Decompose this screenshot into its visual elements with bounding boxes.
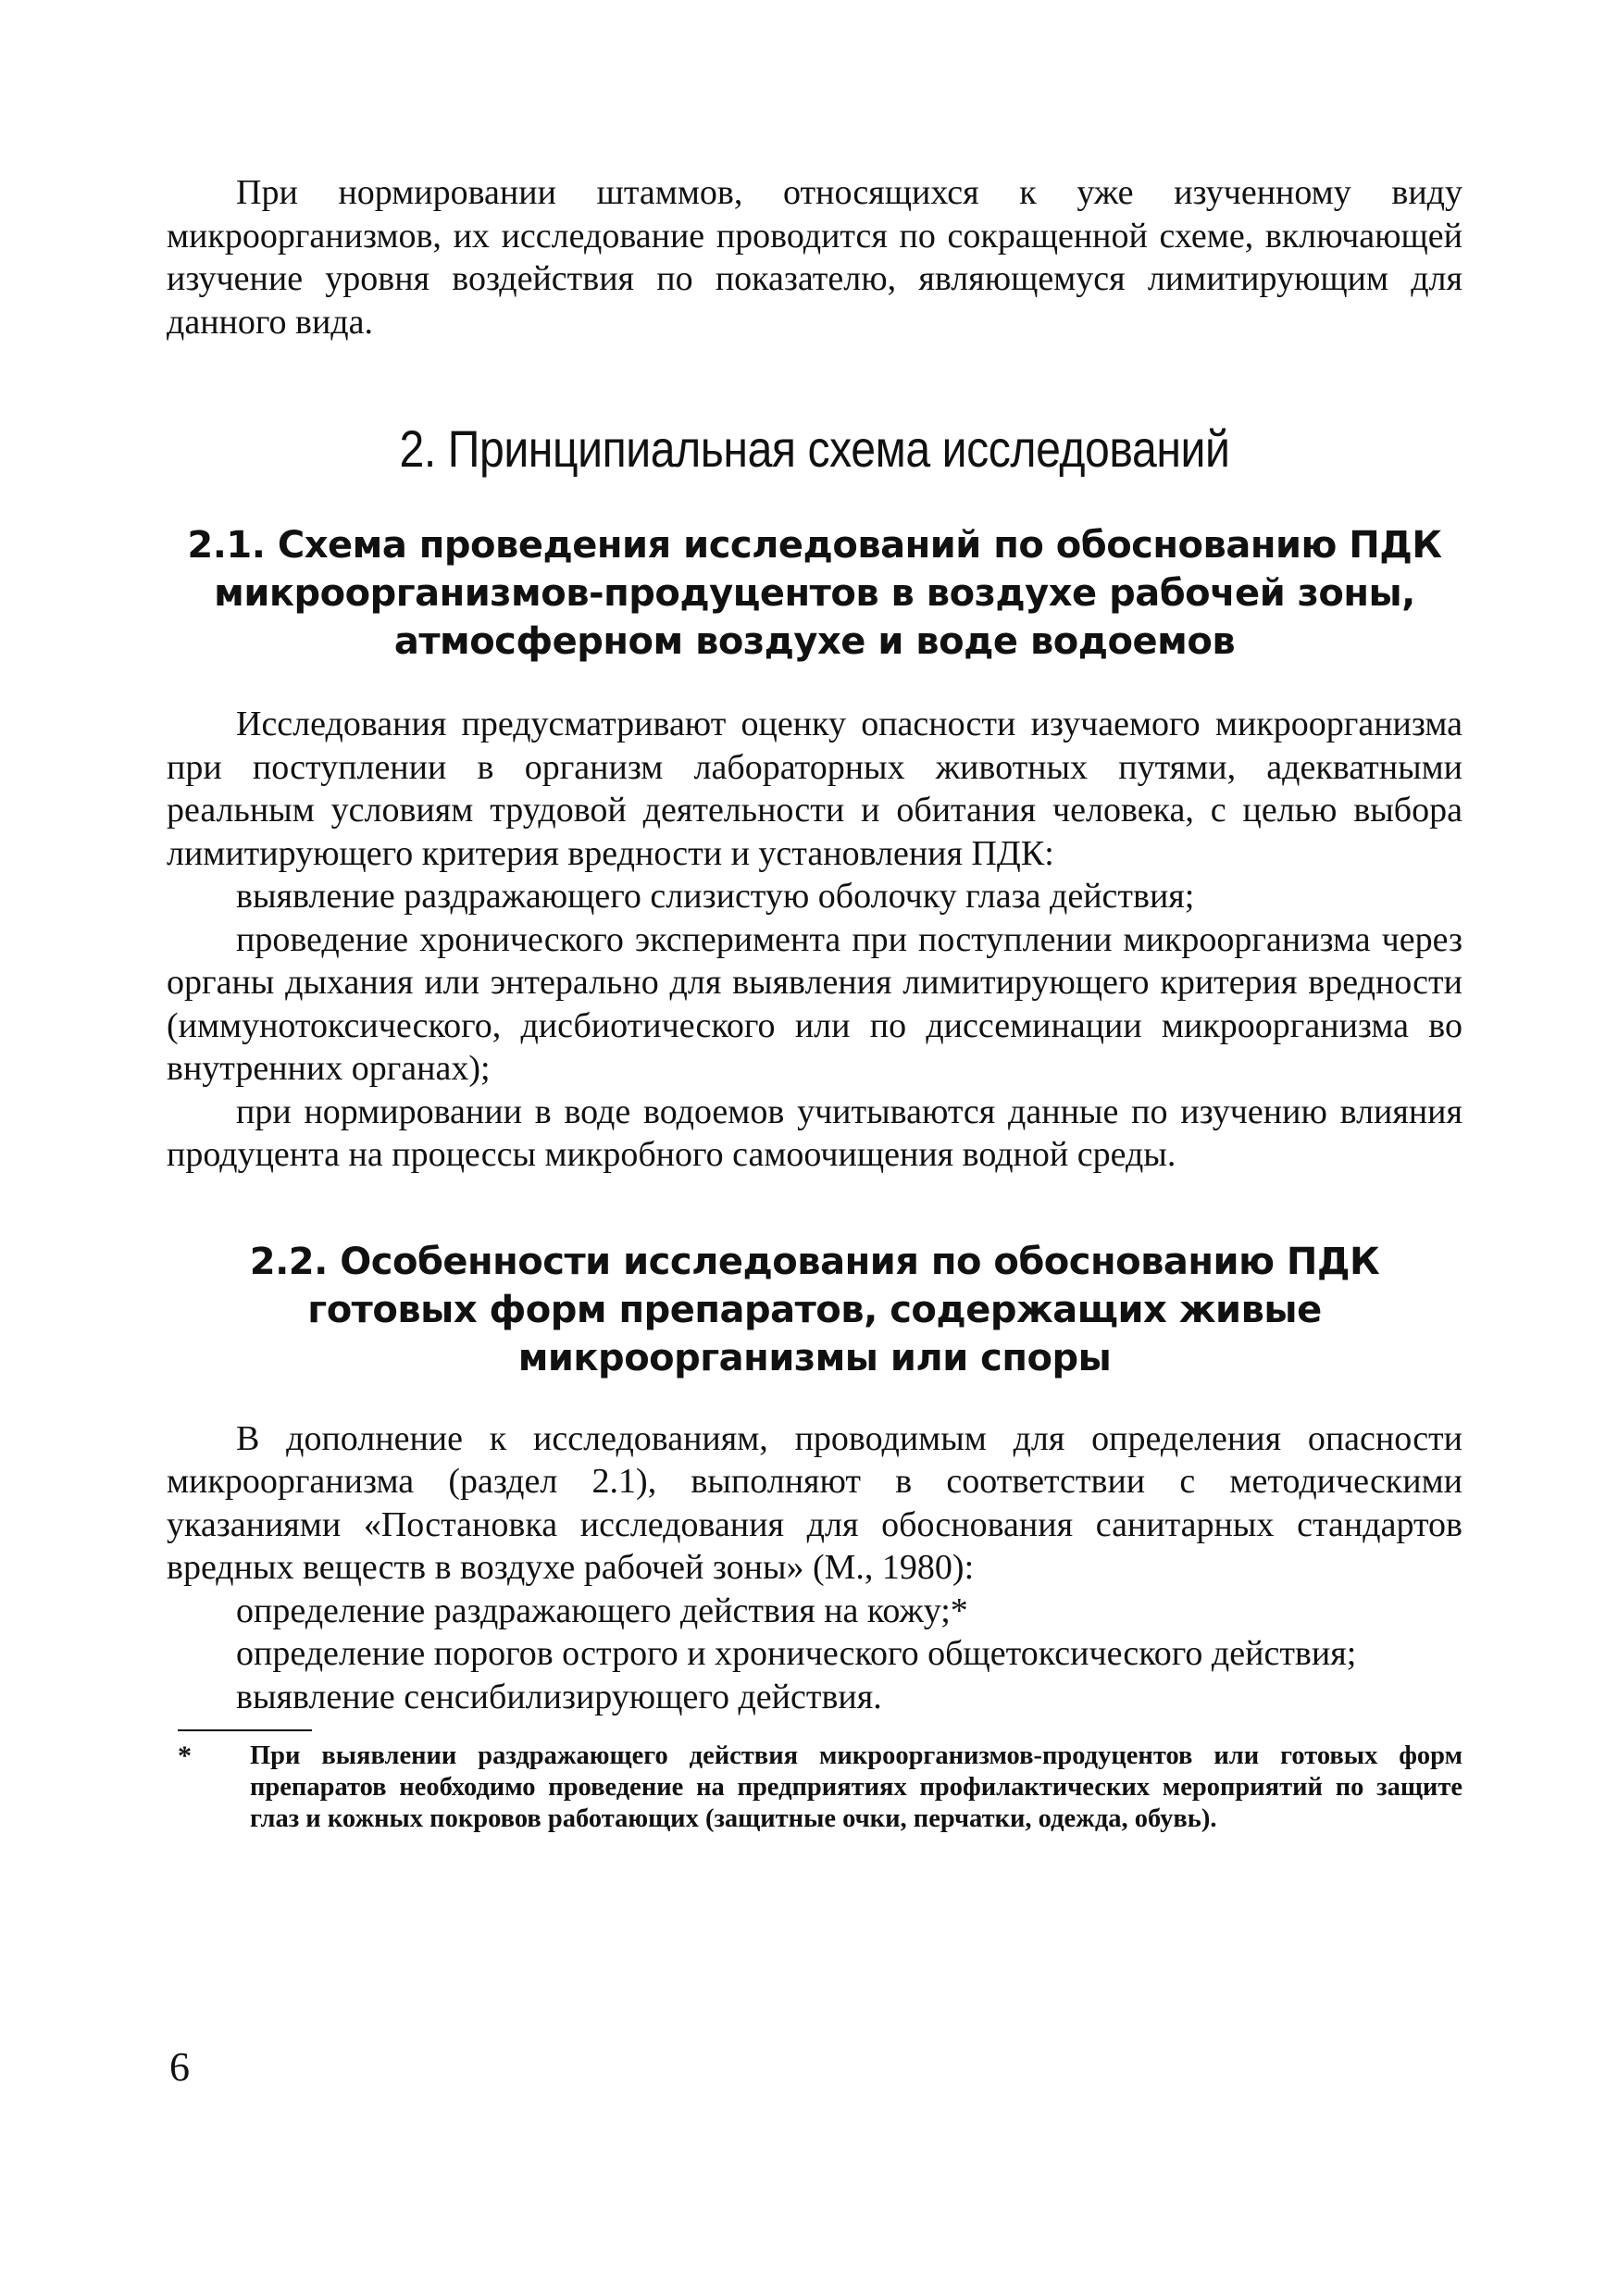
footnote-text: При выявлении раздражающего действия микроорганизмов-продуцентов или готовых форм препаратов необходимо проведение на предприятиях профилактических мероприятий по защите глаз и кожных покровов работающих (защитные очки, перчатки, одежда, обувь). [250, 1741, 1462, 1833]
intro-paragraph: При нормировании штаммов, относящихся к уже изученному виду микроорганизмов, их исследование проводится по сокращенной схеме, включающей изучение уровня воздействия по показателю, являющемуся лимитирующим для данного вида. [167, 173, 1462, 342]
footnote-divider [178, 1729, 312, 1731]
section-2-2-list-item: определение раздражающего действия на кожу;* [236, 1591, 968, 1630]
footnote [167, 1741, 1462, 1835]
page-content [167, 171, 1462, 1835]
footnote-marker: * [178, 1741, 192, 1771]
section-2-2-title: 2.2. Особенности исследования по обоснованию ПДК готовых форм препаратов, содержащих живые микроорганизмы или споры [249, 1240, 1380, 1379]
section-2-2-paragraph: В дополнение к исследованиям, проводимым для определения опасности микроорганизма (раздел 2.1), выполняют в соответствии с методическими указаниями «Постановка исследования для обоснования санитарных стандартов вредных веществ в воздухе рабочей зоны» (М., 1980): [167, 1418, 1462, 1587]
page-number: 6 [169, 2044, 190, 2090]
section-2-1-list-item: выявление раздражающего слизистую оболочку глаза действия; [236, 877, 1195, 916]
section-2-1-paragraph: Исследования предусматривают оценку опасности изучаемого микроорганизма при поступлении в организм лабораторных животных путями, адекватными реальным условиям трудовой деятельности и обитания человека, с целью выбора лимитирующего критерия вредности и установления ПДК: [167, 705, 1462, 873]
section-2-1-list-item: проведение хронического эксперимента при поступлении микроорганизма через органы дыхания или энтерально для выявления лимитирующего критерия вредности (иммунотоксического, дисбиотического или по диссеминации микроорганизма во внутренних органах); [167, 919, 1462, 1088]
section-2-title: 2. Принципиальная схема исследований [399, 419, 1230, 478]
section-2-1-list-item: при нормировании в воде водоемов учитываются данные по изучению влияния продуцента на процессы микробного самоочищения водной среды. [167, 1092, 1462, 1174]
section-2-1-title: 2.1. Схема проведения исследований по обоснованию ПДК микроорганизмов-продуцентов в воздухе рабочей зоны, атмосферном воздухе и воде водоемов [187, 524, 1442, 663]
section-2-2-list-item: выявление сенсибилизирующего действия. [236, 1677, 882, 1716]
section-2-2-list-item: определение порогов острого и хронического общетоксического действия; [236, 1634, 1357, 1673]
